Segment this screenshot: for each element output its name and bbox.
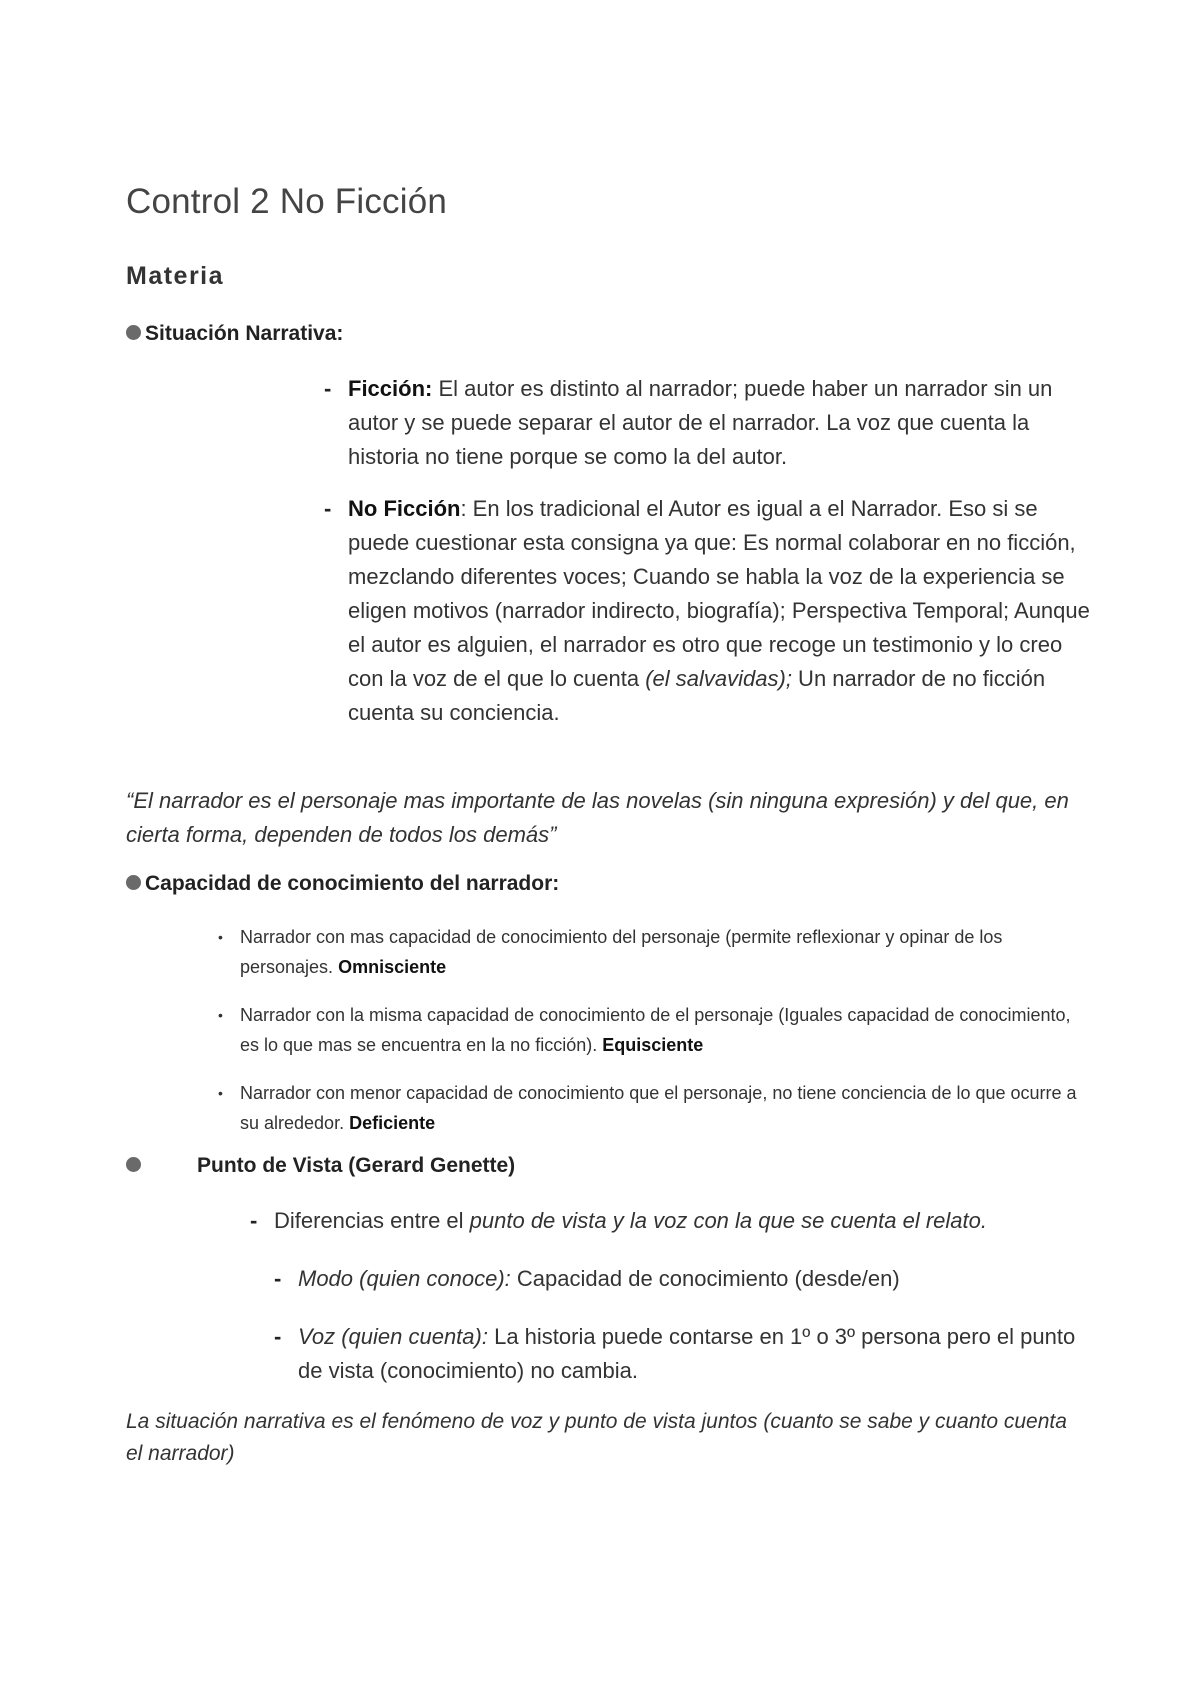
section-heading-capacidad (126, 872, 559, 896)
dash-icon: - (250, 1208, 258, 1233)
item-text: : En los tradicional el Autor es igual a el Narrador. Eso si se puede cuestionar esta consigna ya que: Es normal colaborar en no ficción, mezclando diferentes voces; Cuando se habla la voz de la experiencia se eligen motivos (narrador indirecto, biografía); Perspectiva Temporal; Aunque el autor es alguien, el narrador es otro que recoge un testimonio y lo creo con la voz de el que lo cuenta (348, 496, 1090, 691)
item-text: El autor es distinto al narrador; puede haber un narrador sin un autor y se puede separar el autor de el narrador. La voz que cuenta la historia no tiene porque se como la del autor. (348, 376, 1053, 469)
dash-icon: - (324, 376, 332, 401)
keyword: Deficiente (349, 1113, 436, 1133)
bullet-dot-icon (126, 875, 141, 890)
item-text: La historia puede contarse en 1º o 3º persona pero el punto de vista (conocimiento) no cambia. (298, 1324, 1076, 1383)
dash-icon: - (274, 1266, 282, 1291)
section-heading-text: Capacidad de conocimiento del narrador: (145, 872, 560, 895)
keyword: Omnisciente (338, 957, 447, 977)
list-item-deficiente (218, 1078, 1080, 1138)
item-text: Narrador con mas capacidad de conocimiento del personaje (permite reflexionar y opinar de los personajes. (240, 927, 1003, 977)
term-no-ficcion: No Ficción (348, 496, 461, 521)
bullet-dot-icon (126, 325, 141, 340)
item-text: Narrador con menor capacidad de conocimiento que el personaje, no tiene conciencia de lo que ocurre a su alrededor. (240, 1083, 1077, 1133)
small-bullet-icon: • (218, 1007, 223, 1023)
page-subtitle: Materia (126, 262, 225, 290)
list-item-diferencias (250, 1204, 1094, 1238)
page-title: Control 2 No Ficción (126, 182, 448, 221)
small-bullet-icon: • (218, 1085, 223, 1101)
section-heading-punto-de-vista (126, 1154, 515, 1178)
list-item-voz (274, 1320, 1088, 1388)
list-item-ficcion (324, 372, 1088, 474)
section-heading-situacion (126, 322, 343, 346)
quote-situacion-narrativa: La situación narrativa es el fenómeno de voz y punto de vista juntos (cuanto se sabe y cuanto cuenta el narrador) (126, 1410, 1067, 1465)
dash-icon: - (274, 1324, 282, 1349)
item-text-end: Un narrador de no ficción cuenta su conciencia. (348, 666, 1046, 725)
item-text: Narrador con la misma capacidad de conocimiento de el personaje (Iguales capacidad de conocimiento, es lo que mas se encuentra en la no ficción). (240, 1005, 1071, 1055)
list-item-modo (274, 1262, 1088, 1296)
list-item-no-ficcion (324, 492, 1092, 730)
dash-icon: - (324, 496, 332, 521)
section-heading-text: Punto de Vista (Gerard Genette) (197, 1154, 516, 1177)
keyword: Equisciente (602, 1035, 704, 1055)
item-italic: (el salvavidas); (645, 666, 792, 691)
quote-narrador: “El narrador es el personaje mas importante de las novelas (sin ninguna expresión) y del que, en cierta forma, dependen de todos los demás” (126, 788, 1069, 847)
item-italic: Voz (quien cuenta): (298, 1324, 488, 1349)
item-italic: Modo (quien conoce): (298, 1266, 511, 1291)
bullet-dot-icon (126, 1157, 141, 1172)
list-item-omnisciente (218, 922, 1080, 982)
small-bullet-icon: • (218, 929, 223, 945)
list-item-equisciente (218, 1000, 1080, 1060)
item-text: Capacidad de conocimiento (desde/en) (510, 1266, 900, 1291)
section-heading-text: Situación Narrativa: (145, 322, 344, 345)
term-ficcion: Ficción: (348, 376, 433, 401)
item-text: Diferencias entre el (274, 1208, 470, 1233)
item-italic: punto de vista y la voz con la que se cuenta el relato. (469, 1208, 987, 1233)
